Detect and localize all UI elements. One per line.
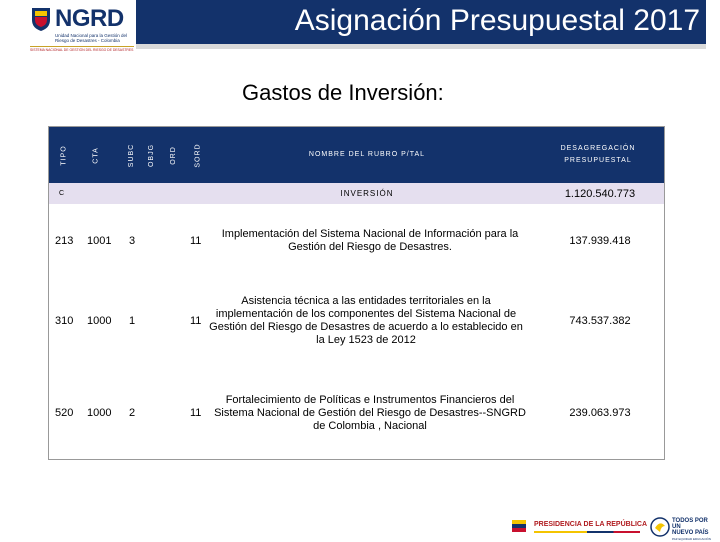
cell-subc: 3 — [129, 235, 136, 247]
header-tipo: TIPO — [60, 144, 68, 166]
cell-subc: 1 — [129, 315, 136, 327]
header-nombre: NOMBRE DEL RUBRO P/TAL — [308, 151, 426, 158]
logo-text: NGRD — [55, 5, 124, 32]
header-desagregacion: DESAGREGACIÓN PRESUPUESTAL — [560, 145, 636, 164]
inversion-tipo: C — [59, 190, 65, 197]
header-ord: ORD — [170, 145, 177, 165]
flag-stripe — [534, 531, 640, 533]
page-title: Asignación Presupuestal 2017 — [294, 4, 700, 37]
budget-table — [48, 126, 665, 460]
presidencia-text: PRESIDENCIA DE LA REPÚBLICA — [534, 521, 648, 528]
cell-tipo: 213 — [55, 235, 74, 247]
cell-nombre: Implementación del Sistema Nacional de Información para la Gestión del Riesgo de Desastres. — [221, 228, 519, 253]
logo-divider — [30, 46, 134, 47]
title-bar — [136, 0, 706, 44]
table-header — [49, 127, 664, 183]
cell-valor: 137.939.418 — [569, 235, 631, 247]
cell-valor: 239.063.973 — [569, 407, 631, 419]
todos-por-un-nuevo-pais-logo — [650, 514, 712, 540]
cell-cta: 1000 — [87, 315, 112, 327]
header-cta: CTA — [92, 146, 100, 164]
title-divider — [136, 44, 706, 49]
tpf-text: TODOS POR UN NUEVO PAÍS PAZ EQUIDAD EDUCACIÓN — [672, 518, 711, 541]
header-subc: SUBC — [127, 143, 135, 167]
cell-tipo: 310 — [55, 315, 74, 327]
inversion-row — [49, 183, 664, 204]
cell-nombre: Fortalecimiento de Políticas e Instrumentos Financieros del Sistema Nacional de Gestión del Riesgo de Desastres--SNGRD de Colombia , Nacional — [214, 393, 526, 432]
section-subtitle: Gastos de Inversión: — [242, 80, 444, 105]
cell-valor: 743.537.382 — [569, 315, 631, 327]
logo-tagline: SISTEMA NACIONAL DE GESTIÓN DEL RIESGO DE DESASTRES — [30, 48, 134, 52]
cell-cta: 1000 — [87, 407, 112, 419]
presidencia-logo — [512, 518, 648, 536]
header-objg: OBJG — [148, 143, 155, 167]
cell-nombre: Asistencia técnica a las entidades territoriales en la implementación de los componentes del Sistema Nacional de Gestión del Riesgo de Desastres de acuerdo a lo establecido en la Ley 1523 de 2012 — [209, 295, 523, 346]
dove-icon — [650, 516, 670, 538]
cell-sord: 11 — [190, 407, 202, 419]
logo-subtitle: Unidad Nacional para la Gestión del Riesgo de Desastres - Colombia — [55, 33, 128, 43]
cell-sord: 11 — [190, 235, 202, 247]
cell-sord: 11 — [190, 315, 202, 327]
cell-cta: 1001 — [87, 235, 112, 247]
shield-emblem-icon — [30, 6, 52, 32]
ngrd-logo — [28, 4, 134, 54]
coat-of-arms-icon — [512, 520, 526, 532]
cell-tipo: 520 — [55, 407, 74, 419]
cell-subc: 2 — [129, 407, 136, 419]
inversion-value: 1.120.540.773 — [564, 187, 636, 200]
header-sord: SORD — [194, 142, 202, 168]
inversion-label: INVERSIÓN — [340, 189, 394, 198]
